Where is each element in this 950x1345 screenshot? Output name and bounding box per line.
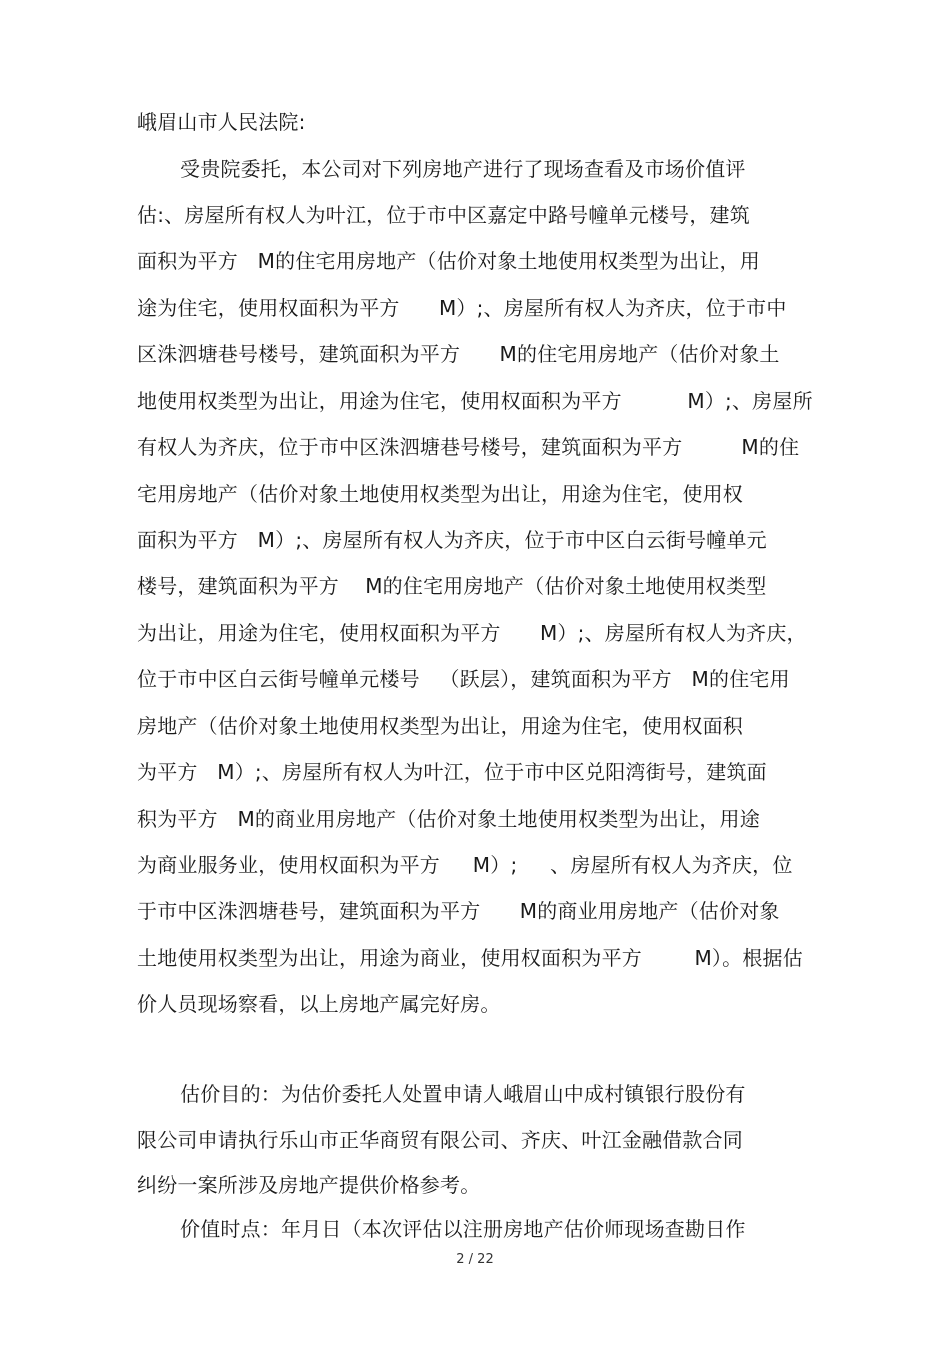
paragraph-line: 为商业服务业，使用权面积为平方 M）; 、房屋所有权人为齐庆，位 <box>137 853 793 877</box>
paragraph-line: 为出让，用途为住宅，使用权面积为平方 M）;、房屋所有权人为齐庆， <box>137 621 807 645</box>
paragraph-line: 房地产（估价对象土地使用权类型为出让，用途为住宅，使用权面积 <box>137 714 743 738</box>
paragraph-line: 受贵院委托，本公司对下列房地产进行了现场查看及市场价值评 <box>180 157 746 181</box>
paragraph-line: 于市中区洙泗塘巷号，建筑面积为平方 M的商业用房地产（估价对象 <box>137 899 780 923</box>
paragraph-line: 地使用权类型为出让，用途为住宅，使用权面积为平方 M）;、房屋所 <box>137 389 813 413</box>
paragraph-line: 估价目的：为估价委托人处置申请人峨眉山中成村镇银行股份有 <box>180 1082 746 1106</box>
paragraph-line: 纠纷一案所涉及房地产提供价格参考。 <box>137 1173 481 1197</box>
paragraph-line: 积为平方 M的商业用房地产（估价对象土地使用权类型为出让，用途 <box>137 807 760 831</box>
paragraph-line: 限公司申请执行乐山市正华商贸有限公司、齐庆、叶江金融借款合同 <box>137 1128 743 1152</box>
paragraph-line: 宅用房地产（估价对象土地使用权类型为出让，用途为住宅，使用权 <box>137 482 743 506</box>
paragraph-line: 为平方 M）;、房屋所有权人为叶江，位于市中区兑阳湾街号，建筑面 <box>137 760 767 784</box>
paragraph-line: 区洙泗塘巷号楼号，建筑面积为平方 M的住宅用房地产（估价对象土 <box>137 342 780 366</box>
paragraph-line: 面积为平方 M）;、房屋所有权人为齐庆，位于市中区白云街号幢单元 <box>137 528 767 552</box>
paragraph-line: 途为住宅，使用权面积为平方 M）;、房屋所有权人为齐庆，位于市中 <box>137 296 787 320</box>
paragraph-line: 位于市中区白云街号幢单元楼号 （跃层），建筑面积为平方 M的住宅用 <box>137 667 790 691</box>
paragraph-line: 价值时点：年月日（本次评估以注册房地产估价师现场查勘日作 <box>180 1217 746 1241</box>
page-number: 2 / 22 <box>456 1252 494 1267</box>
paragraph-line: 土地使用权类型为出让，用途为商业，使用权面积为平方 M）。根据估 <box>137 946 803 970</box>
paragraph-line: 价人员现场察看，以上房地产属完好房。 <box>137 992 501 1016</box>
addressee-line: 峨眉山市人民法院: <box>137 110 306 134</box>
paragraph-line: 有权人为齐庆，位于市中区洙泗塘巷号楼号，建筑面积为平方 M的住 <box>137 435 800 459</box>
paragraph-line: 面积为平方 M的住宅用房地产（估价对象土地使用权类型为出让，用 <box>137 249 760 273</box>
paragraph-line: 楼号，建筑面积为平方 M的住宅用房地产（估价对象土地使用权类型 <box>137 574 767 598</box>
paragraph-line: 估:、房屋所有权人为叶江，位于市中区嘉定中路号幢单元楼号，建筑 <box>137 203 750 227</box>
